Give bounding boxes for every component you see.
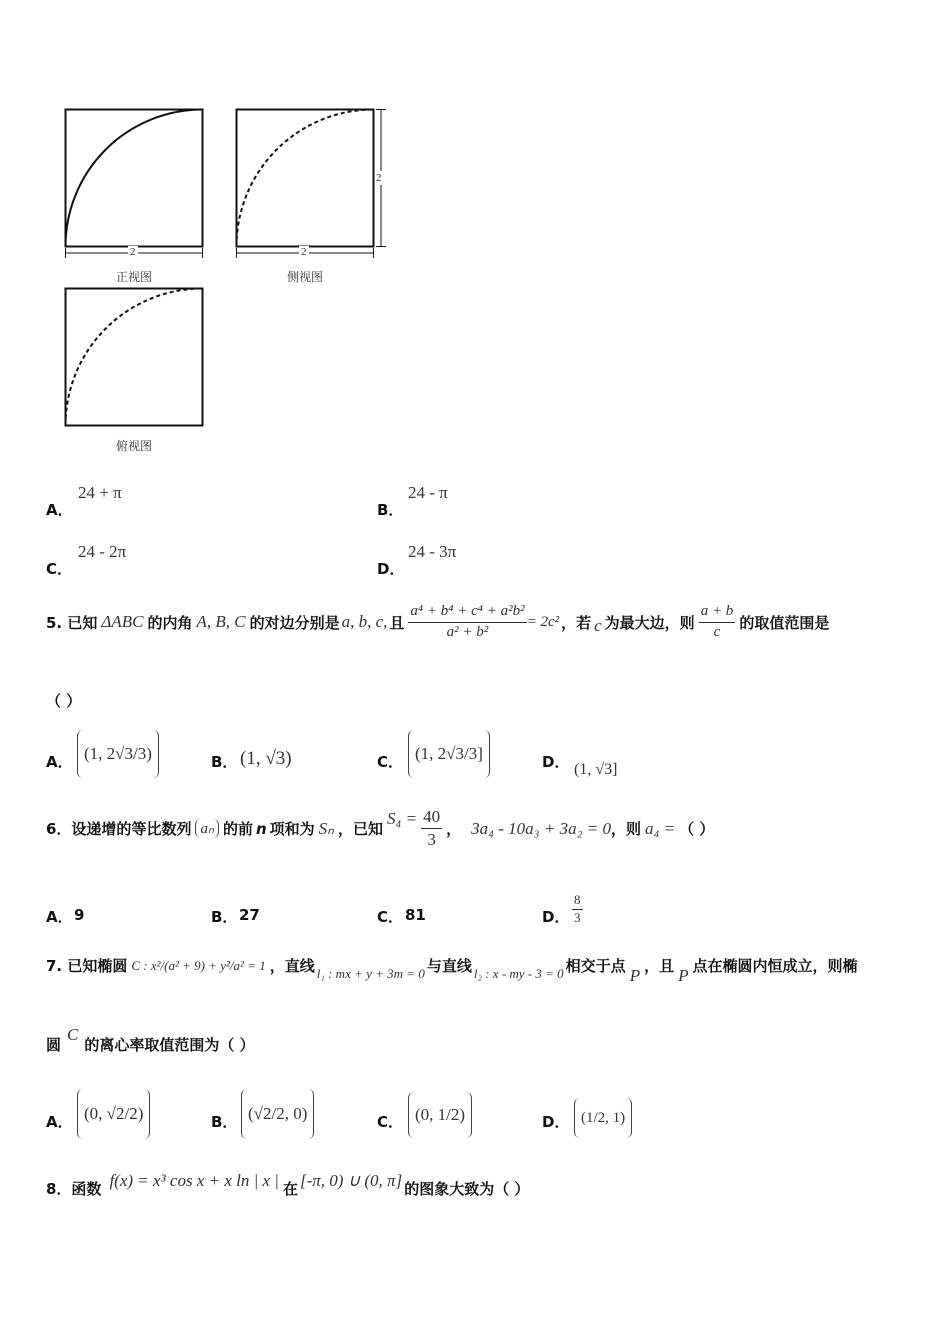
q8-function: f(x) = x³ cos x + x ln | x | xyxy=(109,1170,279,1190)
q7-option-b-value: (√2/2, 0) xyxy=(241,1089,314,1139)
q5-stem xyxy=(46,602,916,642)
q5-option-c-value: (1, 2√3/3] xyxy=(408,730,490,778)
q7-ellipse: C : x²/(a² + 9) + y²/a² = 1 xyxy=(131,957,266,973)
q6-option-d-denominator: 3 xyxy=(574,909,581,925)
q8-text-3: 的图象大致为（ ） xyxy=(404,1180,530,1198)
q5-option-b-value: (1, √3) xyxy=(240,748,292,769)
q6-stem: 6．设递增的等比数列 aₙ 的前 n 项和为 Sₙ ，已知 S₄ = $\frac{40}{3}$ ， 3a₄ - 10a₃ + 3a₂ = 0 ，则 a₄ = （ ） xyxy=(46,806,714,851)
q7-ellipse-c: C xyxy=(67,1024,79,1044)
q7-option-b-label: B． xyxy=(211,1113,238,1131)
q8-domain: [-π, 0) ∪ (0, π] xyxy=(300,1170,403,1190)
q5-text-1: 的内角 xyxy=(147,613,193,632)
q5-text-6: 的取值范围是 xyxy=(739,613,830,632)
side-view-caption: 侧视图 xyxy=(287,270,324,284)
q6-sn: Sₙ xyxy=(318,818,334,838)
q7-text-5: ，且 xyxy=(644,957,675,975)
top-view-caption: 俯视图 xyxy=(116,439,153,453)
side-width-label: 2 xyxy=(301,246,307,258)
q7-option-a-label: A． xyxy=(46,1113,73,1131)
q7-text-7: 圆 xyxy=(46,1036,62,1054)
q8-text-2: 在 xyxy=(282,1180,298,1198)
q5-text-2: 的对边分别是 xyxy=(249,613,340,632)
q6-a4: a₄ = xyxy=(644,818,676,838)
q6-n: n xyxy=(255,819,267,838)
q6-equation: 3a₄ - 10a₃ + 3a₂ = 0 xyxy=(471,818,611,838)
q7-stem-line1 xyxy=(46,955,858,985)
q7-option-c-label: C． xyxy=(377,1113,404,1131)
top-view xyxy=(66,289,203,426)
q6-s4-numerator: 40 xyxy=(421,806,442,829)
front-view-caption: 正视图 xyxy=(116,270,153,284)
q5-option-c-label: C． xyxy=(377,753,404,771)
side-height-label: 2 xyxy=(376,172,382,184)
q4-option-a-label: A． xyxy=(46,501,73,519)
q4-option-c-label: C． xyxy=(46,560,73,578)
q5-text-3: 且 xyxy=(389,613,405,632)
q6-sequence: aₙ xyxy=(195,819,218,838)
q5-option-d-label: D． xyxy=(542,753,570,771)
q6-option-d-numerator: 8 xyxy=(572,892,583,910)
q6-option-c-label: C． xyxy=(377,908,404,926)
q4-option-d-label: D． xyxy=(377,560,405,578)
q5-paren: （ ） xyxy=(46,692,82,710)
q5-angles: A, B, C xyxy=(196,612,246,631)
q7-text-1: 7. 已知椭圆 xyxy=(46,957,128,975)
q6-option-d-value xyxy=(572,892,583,927)
q7-line-l1: l₁ : mx + y + 3m = 0 xyxy=(316,965,425,981)
q7-point-p: P xyxy=(629,965,641,985)
q6-option-c-value: 81 xyxy=(405,906,426,924)
q5-sides: a, b, c, xyxy=(341,612,388,631)
q5-c: c xyxy=(594,616,602,635)
q6-option-a-value: 9 xyxy=(74,906,85,924)
q7-text-8: 的离心率取值范围为（ ） xyxy=(84,1036,255,1054)
q8-stem xyxy=(46,1170,530,1198)
q7-option-a-value: (0, √2/2) xyxy=(77,1089,150,1139)
q5-triangle: ΔABC xyxy=(101,612,144,631)
q5-condition-denominator: a² + b² xyxy=(446,623,489,640)
q6-option-d-label: D． xyxy=(542,908,570,926)
side-view xyxy=(237,110,387,259)
q5-condition-numerator: a⁴ + b⁴ + c⁴ + a²b² xyxy=(408,602,526,623)
q5-ratio-denominator: c xyxy=(713,623,721,640)
q7-text-3: 与直线 xyxy=(426,957,472,975)
q5-text-4: ，若 xyxy=(561,613,592,632)
three-view-figure xyxy=(55,100,400,460)
front-view xyxy=(66,110,203,259)
q7-text-4: 相交于点 xyxy=(565,957,626,975)
q4-option-d-value: 24 - 3π xyxy=(408,542,457,561)
q5-option-d-value: (1, √3] xyxy=(574,761,618,778)
q7-text-6: 点在椭圆内恒成立，则椭 xyxy=(692,957,858,975)
q6-text-5: ，则 xyxy=(610,820,641,839)
q6-text-1: 6．设递增的等比数列 xyxy=(46,820,192,839)
q5-option-a-label: A． xyxy=(46,753,73,771)
q6-text-3: 项和为 xyxy=(269,820,315,839)
q5-option-a-value: (1, 2√3/3) xyxy=(77,730,159,778)
q6-option-b-label: B． xyxy=(211,908,238,926)
q5-ratio-fraction xyxy=(699,602,736,642)
q6-option-b-value: 27 xyxy=(239,906,260,924)
q5-option-b-label: B． xyxy=(211,753,238,771)
q6-option-a-label: A． xyxy=(46,908,73,926)
q4-option-b-label: B． xyxy=(377,501,404,519)
q5-condition-fraction xyxy=(408,602,526,642)
q6-paren: （ ） xyxy=(679,820,715,839)
q5-ratio-numerator: a + b xyxy=(699,602,736,623)
q6-text-4: ，已知 xyxy=(337,820,383,839)
q7-stem-line2 xyxy=(46,1024,255,1054)
q8-text-1: 8．函数 xyxy=(46,1180,102,1198)
q6-s4: S₄ = xyxy=(386,808,418,828)
q7-option-c-value: (0, 1/2) xyxy=(408,1092,472,1138)
q7-line-l2: l₂ : x - my - 3 = 0 xyxy=(473,965,564,981)
q6-text-2: 的前 xyxy=(222,820,253,839)
q5-condition-rhs: = 2c² xyxy=(526,613,560,630)
front-width-label: 2 xyxy=(130,246,136,258)
q4-option-a-value: 24 + π xyxy=(78,483,122,502)
q6-s4-fraction xyxy=(421,806,442,851)
q6-s4-denominator: 3 xyxy=(427,830,436,850)
q4-option-b-value: 24 - π xyxy=(408,483,448,502)
q7-text-2: ，直线 xyxy=(269,957,315,975)
q7-option-d-label: D． xyxy=(542,1113,570,1131)
q7-option-d-value: (1/2, 1) xyxy=(574,1098,632,1138)
q5-text-5: 为最大边，则 xyxy=(604,613,695,632)
q5-prefix: 5. 已知 xyxy=(46,613,98,632)
q4-option-c-value: 24 - 2π xyxy=(78,542,127,561)
q7-point-p-2: P xyxy=(678,965,689,985)
